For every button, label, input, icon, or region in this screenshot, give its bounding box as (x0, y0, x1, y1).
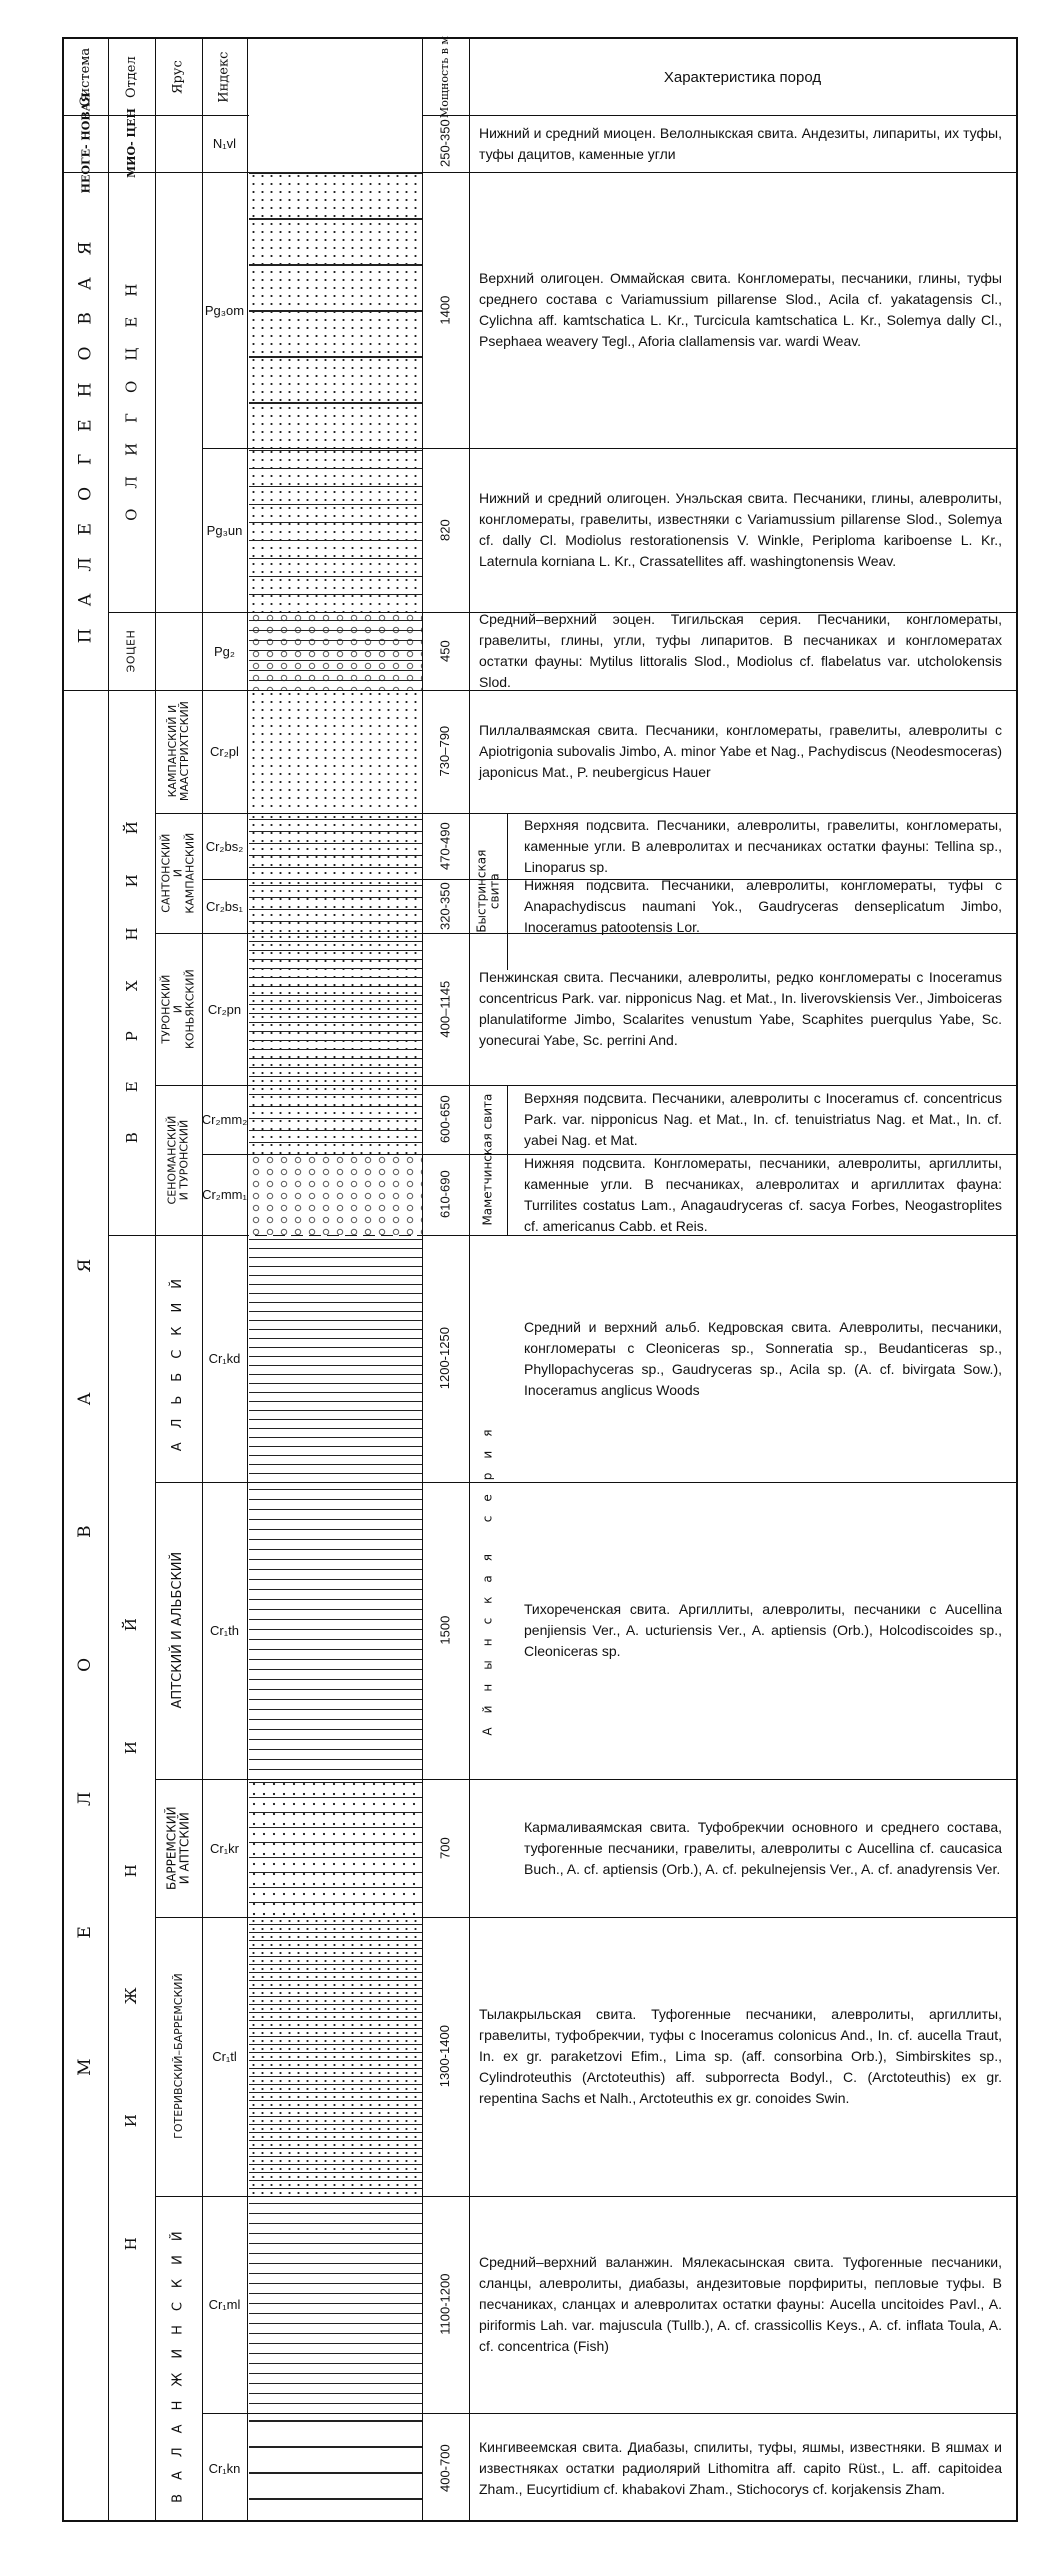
lithology-column-tuff-breccia (249, 1779, 422, 1917)
header-thickness: Мощность в м (438, 35, 452, 119)
lithology-column-silt-sand (249, 933, 422, 1085)
lithology-column-shale-diabase (249, 2196, 422, 2413)
unit-thickness: 320-350 (437, 882, 453, 930)
unit-index: Cr₂bs₂ (205, 838, 244, 854)
stage-cenomanian-turonian: СЕНОМАНСКИЙ И ТУРОНСКИЙ (165, 1115, 191, 1205)
unit-description: Нижний и средний миоцен. Велолныкская свита. Андезиты, липариты, их туфы, туфы дацитов, каменные угли (479, 124, 1002, 162)
stage-hauterivian-barremian: ГОТЕРИВСКИЙ–БАРРЕМСКИЙ (171, 1973, 185, 2140)
series-oligocene: ОЛИГОЦЕН (122, 263, 141, 521)
stage-santonian-campanian: САНТОНСКИЙ И КАМПАНСКИЙ (159, 832, 197, 914)
unit-index: Pg₃om (204, 302, 245, 318)
header-description: Характеристика пород (663, 68, 822, 86)
unit-index: Cr₁ml (208, 2297, 241, 2312)
unit-thickness: 400-700 (437, 2444, 453, 2493)
formation-label-ainynskaya: Айнынская серия (480, 1415, 495, 1737)
unit-index: N₁vl (212, 136, 237, 151)
lithology-column-tuffaceous-sand (249, 1917, 422, 2196)
header-index: Индекс (216, 51, 232, 103)
unit-thickness: 610-690 (437, 1170, 453, 1219)
unit-description: Пенжинская свита. Песчаники, алевролиты, редко конгломераты с Inoceramus concentricus Park. var. nipponicus Nag. et Mat., In. liverovskiensis Ver., Jimboiceras planulatiforme Jimbo, Scalarites venustum Yabe, Scaphites puerqulus Yabe, Sc. yonecurai Yabe, Sc. perrini And. (479, 969, 1002, 1048)
system-paleogene: ПАЛЕОГЕНОВАЯ (75, 219, 96, 643)
unit-thickness: 700 (437, 1837, 453, 1859)
series-miocene: МИО- ЦЕН (124, 108, 138, 179)
unit-thickness: 820 (437, 519, 453, 541)
unit-index: Cr₁kd (208, 1351, 241, 1366)
unit-description: Нижняя подсвита. Конгломераты, песчаники, алевролиты, аргиллиты, каменные угли. В песчаниках, алевролитах и аргиллитах фауна: Turrilites costatus Lam., Anagaudryceras cf. sacya Forbes, Neogastroplites cf. americanus Cabb. et Reis. (524, 1154, 1002, 1234)
unit-description: Верхний олигоцен. Оммайская свита. Конгломераты, песчаники, глины, туфы среднего состава с Variamussium pillarense Slod., Acila cf. yakatagensis Cl., Cylichna aff. kamtschatica L. Kr., Turcicula kamtschatica L. Kr., Solemya dally Cl., Psephaea weavery Tegl., Aforia clallamensis var. wardi Weav. (479, 270, 1002, 349)
col-divider (247, 39, 248, 2520)
unit-description: Тылакрыльская свита. Туфогенные песчаники, алевролиты, аргиллиты, гравелиты, туфобрекчии, туфы с Inoceramus colonicus And., In. cf. aucella Traut, In. ex gr. paraketzovi Efim., Lima sp. (aff. consorbina Orb.), Simbirskites sp., Cylindroteuthis (Arctoteuthis) aff. subporrecta Bodyl., C. (Arctoteuthis) ex gr. repentina Sachs et Nalh., Arctoteuthis ex gr. conoides Swin. (479, 2006, 1002, 2106)
lithology-column-silt (249, 1235, 422, 1482)
lithology-column-sand-clay (249, 448, 422, 612)
unit-thickness: 600-650 (437, 1095, 453, 1144)
lithology-column-sand-silt (249, 1085, 422, 1154)
stage-aptian-albian: АПТСКИЙ И АЛЬБСКИЙ (170, 1552, 186, 1709)
series-upper: ВЕРХНИЙ (122, 781, 141, 1144)
unit-thickness: 1300-1400 (437, 2025, 453, 2088)
unit-description: Нижний и средний олигоцен. Унэльская свита. Песчаники, глины, алевролиты, конгломераты, гравелиты, известняки с Variamussium pillarense Slod., Solemya cf. dally Cl. Modiolus restorationensis V. Winkle, Periploma kariboense L. Kr., Laternula korniana L. Kr., Crassatellites aff. washingtonensis Weav. (479, 490, 1002, 569)
stage-valanginian: ВАЛАНЖИНСКИЙ (170, 2217, 186, 2503)
unit-index: Cr₂pl (210, 744, 239, 759)
unit-index: Cr₁tl (212, 2049, 237, 2064)
unit-thickness: 1400 (437, 295, 453, 325)
unit-index: Cr₁kr (210, 1840, 239, 1856)
lithology-column-sand-silt (249, 813, 422, 879)
header-system: Система (77, 47, 93, 107)
unit-index: Pg₃un (206, 522, 243, 538)
unit-description: Верхняя подсвита. Песчаники, алевролиты с Inoceramus cf. concentricus Park. var. nipponicus Nag. et Mat., In. cf. tenuistriatus Nag. et Mat., In. cf. yabei Nag. et Mat. (524, 1090, 1002, 1148)
lithology-column-diabase-jasper (249, 2413, 422, 2524)
unit-description: Средний–верхний валанжин. Мялекасынская свита. Туфогенные песчаники, сланцы, алевролиты, диабазы, андезитовые порфириты, пепловые туфы. В песчаниках, сланцах и алевролитах остатки фауны: Aucella uncitoides Pavl., A. piriformis Lah. var. majuscula (Tullb.), A. cf. crassicollis Keys., A. cf. inflata Toula, A. cf. concentrica (Fish) (479, 2254, 1002, 2354)
lithology-column-sand (249, 690, 422, 813)
lithology-column-andesite-tuff (249, 115, 422, 172)
unit-thickness: 1100-1200 (437, 2273, 453, 2336)
lithology-column-sand-clay-conglomerate (249, 172, 422, 448)
stage-campanian-maastrichtian: КАМПАНСКИЙ И МААСТРИХТСКИЙ (165, 701, 191, 802)
unit-index: Cr₂pn (207, 1001, 242, 1017)
lithology-column-argillite (249, 1482, 422, 1779)
lithology-column-sand-conglomerate (249, 612, 422, 690)
lithology-column-sand-silt-tuff (249, 879, 422, 933)
unit-thickness: 400–1145 (437, 980, 453, 1038)
formation-label-mametchinskaya: Маметчинская свита (480, 1094, 495, 1226)
unit-description: Средний–верхний эоцен. Тигильская серия. Песчаники, конгломераты, гравелиты, глины, угли, туфы липаритов. В песчаниках и конгломератах остатки фауны: Mytilus littoralis Slod., Modiolus cf. flabelatus var. utcholokensis Slod. (479, 611, 1002, 690)
stratigraphic-column-table (62, 37, 1018, 2522)
unit-index: Pg₂ (214, 643, 235, 659)
unit-thickness: 1500 (437, 1616, 453, 1645)
unit-index: Cr₂mm₁ (202, 1187, 247, 1202)
system-cretaceous: МЕЛОВАЯ (75, 1138, 96, 2076)
unit-thickness: 470-490 (437, 822, 453, 870)
system-neogene: НЕОГЕ- НОВАЯ (78, 93, 92, 194)
unit-description: Верхняя подсвита. Песчаники, алевролиты, гравелиты, конгломераты, каменные угли. В алевролитах и песчаниках остатки фауны: Tellina sp., Linoparus sp. (524, 816, 1002, 875)
unit-description: Тихореченская свита. Аргиллиты, алевролиты, песчаники с Aucellina penjiensis Ver., A. ucturiensis Ver., A. aptiensis (Orb.), Holcodiscoides sp., Cleoniceras sp. (524, 1601, 1002, 1659)
header-stage: Ярус (170, 60, 186, 94)
unit-description: Нижняя подсвита. Песчаники, алевролиты, конгломераты, туфы с Anapachydiscus naumani Yok., Gaudryceras denseplicatum Jimbo, Inoceramus patootensis Lor. (524, 876, 1002, 935)
formation-label-divider (507, 813, 508, 970)
unit-index: Cr₁th (210, 1623, 239, 1638)
unit-index: Cr₁kn (208, 2461, 241, 2476)
unit-thickness: 450 (437, 640, 453, 662)
unit-description: Кингивеемская свита. Диабазы, спилиты, туфы, яшмы, известняки. В яшмах и известняках остатки радиолярий Lithomitra aff. capito Rüst., L. aff. capitoidea Zham., Eucyrtidium cf. khabakovi Zham., Stichocorys cf. korjakensis Zham. (479, 2439, 1002, 2497)
header-series: Отдел (123, 56, 139, 98)
stage-turonian-coniacian: ТУРОНСКИЙ И КОНЬЯКСКИЙ (159, 969, 197, 1049)
series-eocene: ЭОЦЕН (124, 629, 138, 673)
formation-label-bystrinskaya: Быстринская свита (473, 850, 502, 933)
stage-albian: АЛЬБСКИЙ (170, 1265, 186, 1452)
unit-thickness: 730–790 (437, 726, 453, 777)
unit-description: Средний и верхний альб. Кедровская свита. Алевролиты, песчаники, конгломераты с Cleoniceras sp., Sonneratia sp., Beudanticeras sp., Phyllopachyceras sp., Gaudryceras sp., Acila sp. (A. cf. bivirgata Sow.), Inoceramus anglicus Woods (524, 1318, 1002, 1398)
formation-label-divider (507, 1085, 508, 1235)
unit-thickness: 250-350 (437, 119, 453, 168)
unit-index: Cr₂bs₁ (206, 898, 243, 914)
unit-description: Пиллалваямская свита. Песчаники, конгломераты, гравелиты, алевролиты с Apiotrigonia subovalis Jimbo, A. minor Yabe et Nag., Pachydiscus (Neodesmoceras) japonicus Mat., P. neubergicus Hauer (479, 722, 1002, 780)
lithology-column-conglomerate (249, 1154, 422, 1235)
unit-description: Кармаливаямская свита. Туфобрекчии основного и среднего состава, туфогенные песчаники, гравелиты, алевролиты с Aucellina cf. caucasica Buch., A. cf. aptiensis (Orb.), A. cf. pekulnejensis Ver., A. cf. anadyrensis Ver. (524, 1818, 1002, 1877)
series-lower: НИЖНИЙ (122, 1508, 141, 2251)
unit-thickness: 1200-1250 (437, 1327, 453, 1390)
unit-index: Cr₂mm₂ (201, 1112, 248, 1127)
stage-barremian-aptian: БАРРЕМСКИЙ И АПТСКИЙ (164, 1806, 192, 1890)
